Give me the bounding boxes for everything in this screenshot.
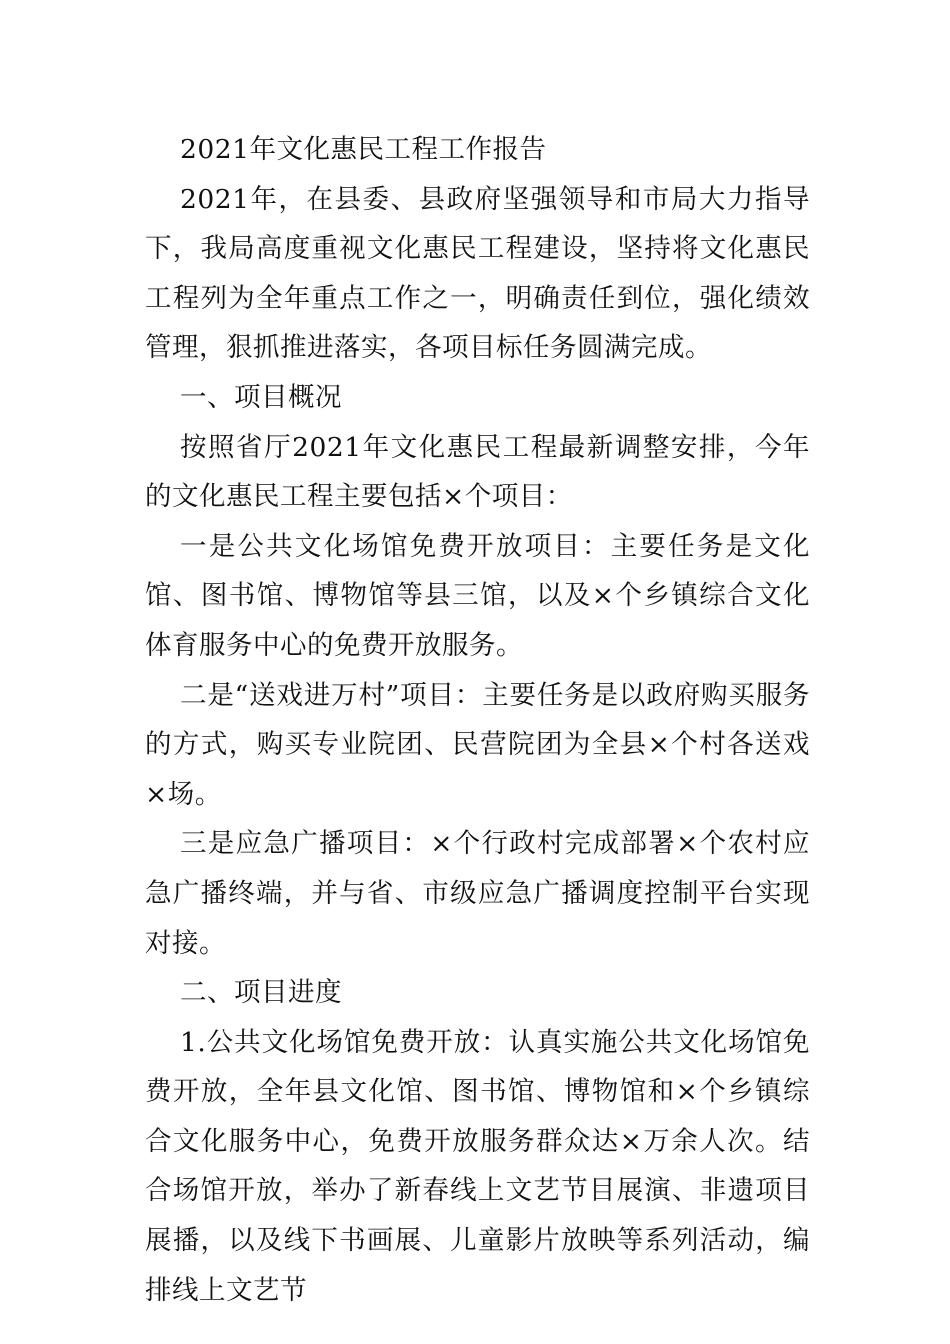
- paragraph-project-1: 一是公共文化场馆免费开放项目：主要任务是文化馆、图书馆、博物馆等县三馆，以及×个乡镇综合文化体育服务中心的免费开放服务。: [145, 530, 810, 661]
- document-title: 2021年文化惠民工程工作报告: [180, 134, 547, 165]
- paragraph-progress-1: 1.公共文化场馆免费开放：认真实施公共文化场馆免费开放，全年县文化馆、图书馆、博物馆和×个乡镇综合文化服务中心，免费开放服务群众达×万余人次。结合场馆开放，举办了新春线上文艺节目展演、非遗项目展播，以及线下书画展、儿童影片放映等系列活动，编排线上文艺节: [145, 1026, 810, 1306]
- paragraph-intro: 2021年，在县委、县政府坚强领导和市局大力指导下，我局高度重视文化惠民工程建设，坚持将文化惠民工程列为全年重点工作之一，明确责任到位，强化绩效管理，狠抓推进落实，各项目标任务圆满完成。: [145, 183, 810, 364]
- paragraph-project-2: 二是“送戏进万村”项目：主要任务是以政府购买服务的方式，购买专业院团、民营院团为全县×个村各送戏×场。: [145, 679, 810, 810]
- paragraph-project-3: 三是应急广播项目：×个行政村完成部署×个农村应急广播终端，并与省、市级应急广播调度控制平台实现对接。: [145, 828, 810, 959]
- paragraph-overview: 按照省厅2021年文化惠民工程最新调整安排，今年的文化惠民工程主要包括×个项目：: [145, 431, 810, 513]
- document-page: [145, 125, 810, 1315]
- section-heading-progress: 二、项目进度: [180, 977, 342, 1009]
- section-heading-overview: 一、项目概况: [180, 381, 342, 413]
